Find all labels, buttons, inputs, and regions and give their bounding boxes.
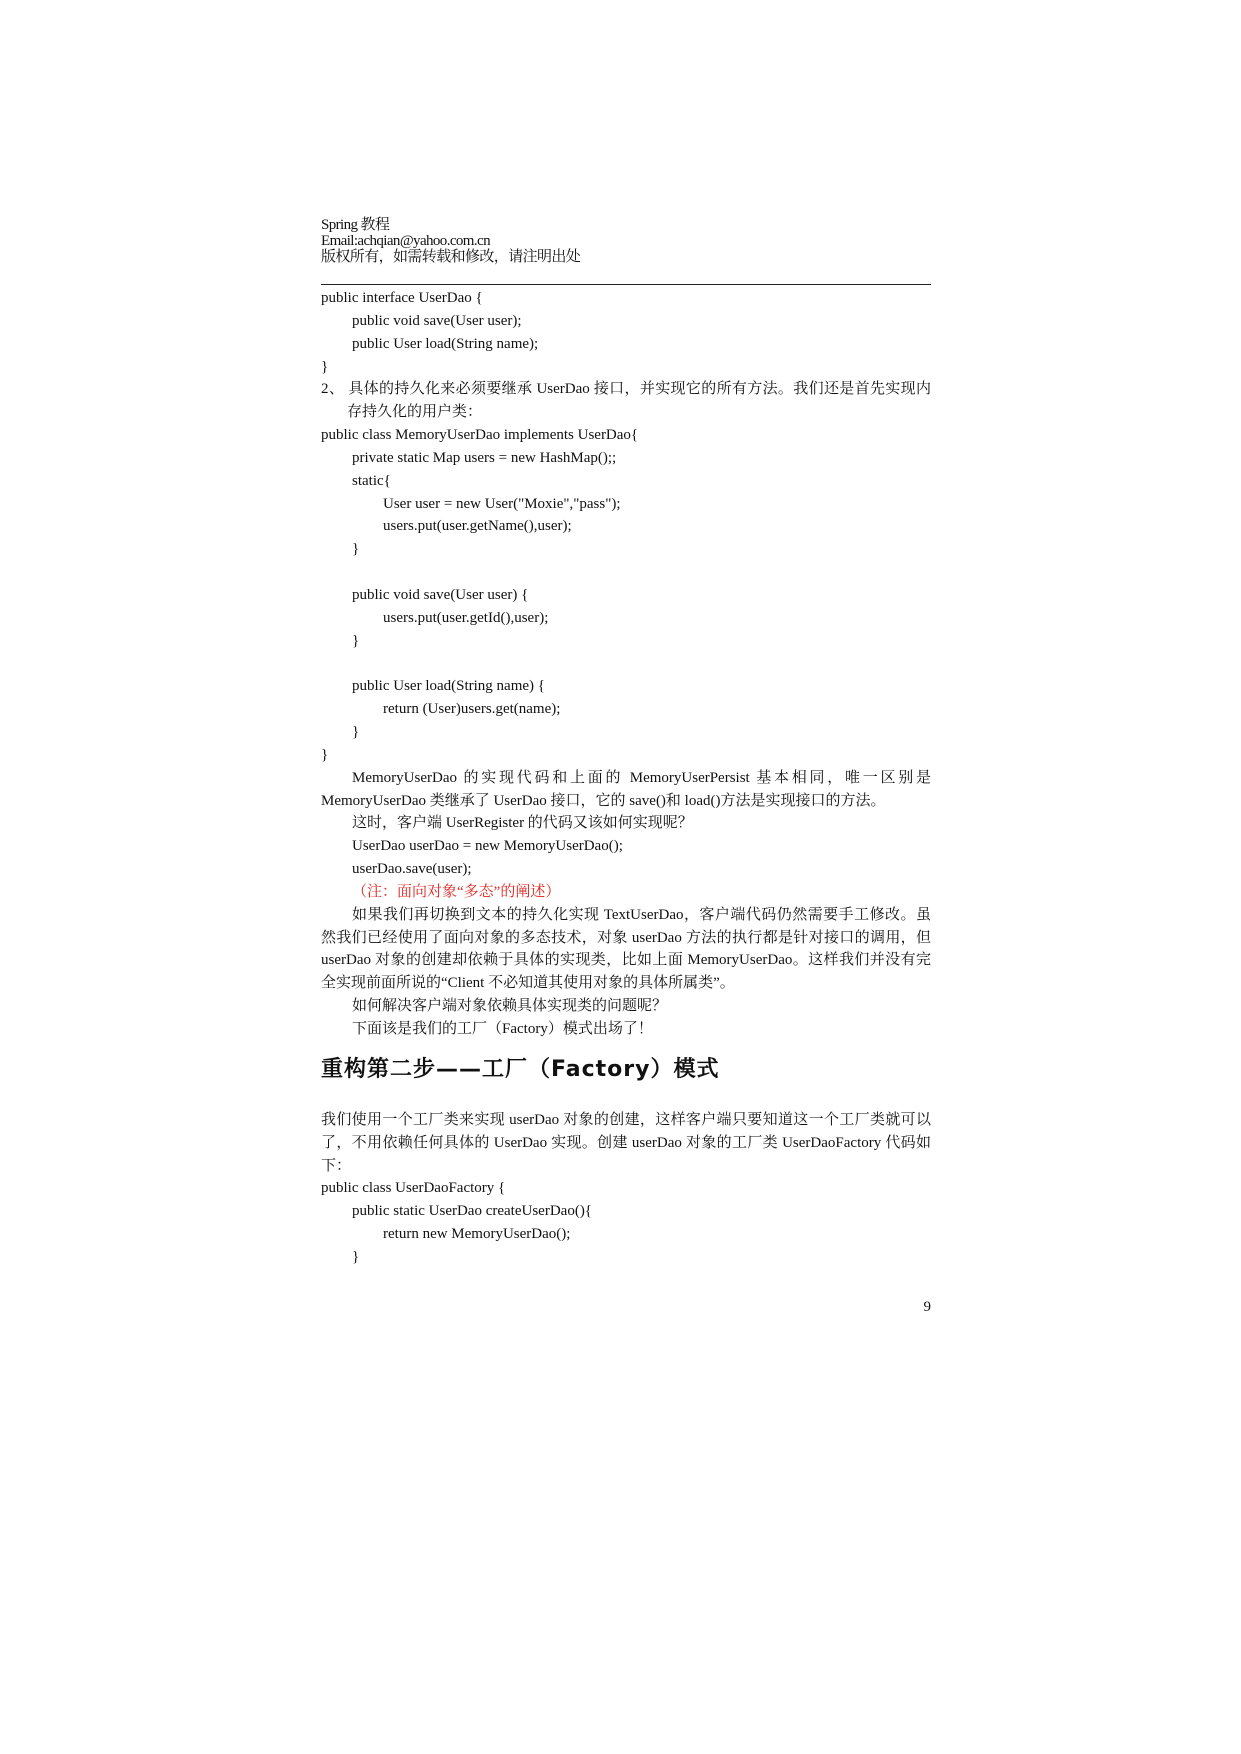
text-line: public void save(User user) { <box>352 586 529 603</box>
text-line: public User load(String name); <box>352 335 539 352</box>
text-line: return new MemoryUserDao(); <box>383 1226 571 1243</box>
text-line: return (User)users.get(name); <box>383 701 561 718</box>
text-line: 存持久化的用户类： <box>347 404 483 421</box>
text-line: users.put(user.getId(),user); <box>383 609 549 626</box>
text-line: 我们使用一个工厂类来实现 userDao 对象的创建，这样客户端只要知道这一个工厂类就可以 <box>321 1111 931 1128</box>
text-line: MemoryUserDao 类继承了 UserDao 接口，它的 save()和 load()方法是实现接口的方法。 <box>321 792 886 809</box>
text-line: } <box>321 358 329 375</box>
text-line: public void save(User user); <box>352 312 522 329</box>
document-content <box>321 287 931 1269</box>
text-line: } <box>352 1248 360 1265</box>
text-line: userDao 对象的创建却依赖于具体的实现类，比如上面 MemoryUserDao。这样我们并没有完 <box>321 952 931 969</box>
text-line: 如何解决客户端对象依赖具体实现类的问题呢？ <box>352 998 668 1015</box>
header-title: Spring 教程 <box>321 217 390 233</box>
text-line: UserDao userDao = new MemoryUserDao(); <box>352 838 623 855</box>
text-line: （注：面向对象“多态”的阐述） <box>352 883 561 900</box>
text-line: 这时，客户端 UserRegister 的代码又该如何实现呢？ <box>352 815 693 832</box>
text-line: 全实现前面所说的“Client 不必知道其使用对象的具体所属类”。 <box>321 975 735 992</box>
text-line: 下： <box>321 1157 352 1174</box>
text-line: users.put(user.getName(),user); <box>383 518 572 535</box>
text-line: } <box>352 724 360 741</box>
text-line: 下面该是我们的工厂（Factory）模式出场了！ <box>352 1021 653 1037</box>
text-line: private static Map users = new HashMap();; <box>352 449 617 466</box>
text-line: public interface UserDao { <box>321 290 483 306</box>
body-text <box>321 287 931 1041</box>
section-heading: 重构第二步——工厂（Factory）模式 <box>321 1056 720 1082</box>
text-line <box>321 653 931 676</box>
text-line: static{ <box>352 472 391 489</box>
page-number: 9 <box>923 1299 931 1315</box>
text-line: } <box>352 541 360 558</box>
header-copyright: 版权所有，如需转载和修改，请注明出处 <box>321 249 581 265</box>
text-line: userDao.save(user); <box>352 861 472 878</box>
header-email: Email:achqian@yahoo.com.cn <box>321 233 490 249</box>
text-line: 2、 具体的持久化来必须要继承 UserDao 接口，并实现它的所有方法。我们还是首先实现内 <box>321 381 931 398</box>
text-line: 然我们已经使用了面向对象的多态技术，对象 userDao 方法的执行都是针对接口的调用，但 <box>321 929 931 946</box>
text-line: public class MemoryUserDao implements UserDao{ <box>321 427 639 444</box>
text-line <box>321 561 931 584</box>
text-line: MemoryUserDao 的实现代码和上面的 MemoryUserPersist 基本相同，唯一区别是 <box>352 769 931 786</box>
text-line: } <box>321 746 329 763</box>
page-header <box>321 217 931 265</box>
text-line: public static UserDao createUserDao(){ <box>352 1203 593 1220</box>
text-line: public User load(String name) { <box>352 678 545 695</box>
header-divider <box>321 284 931 285</box>
text-line: public class UserDaoFactory { <box>321 1180 506 1197</box>
section-text <box>321 1109 931 1269</box>
text-line: } <box>352 632 360 649</box>
text-line: 如果我们再切换到文本的持久化实现 TextUserDao，客户端代码仍然需要手工修改。虽 <box>352 906 931 923</box>
text-line: User user = new User("Moxie","pass"); <box>383 495 621 512</box>
text-line: 了，不用依赖任何具体的 UserDao 实现。创建 userDao 对象的工厂类 UserDaoFactory 代码如 <box>321 1134 931 1151</box>
